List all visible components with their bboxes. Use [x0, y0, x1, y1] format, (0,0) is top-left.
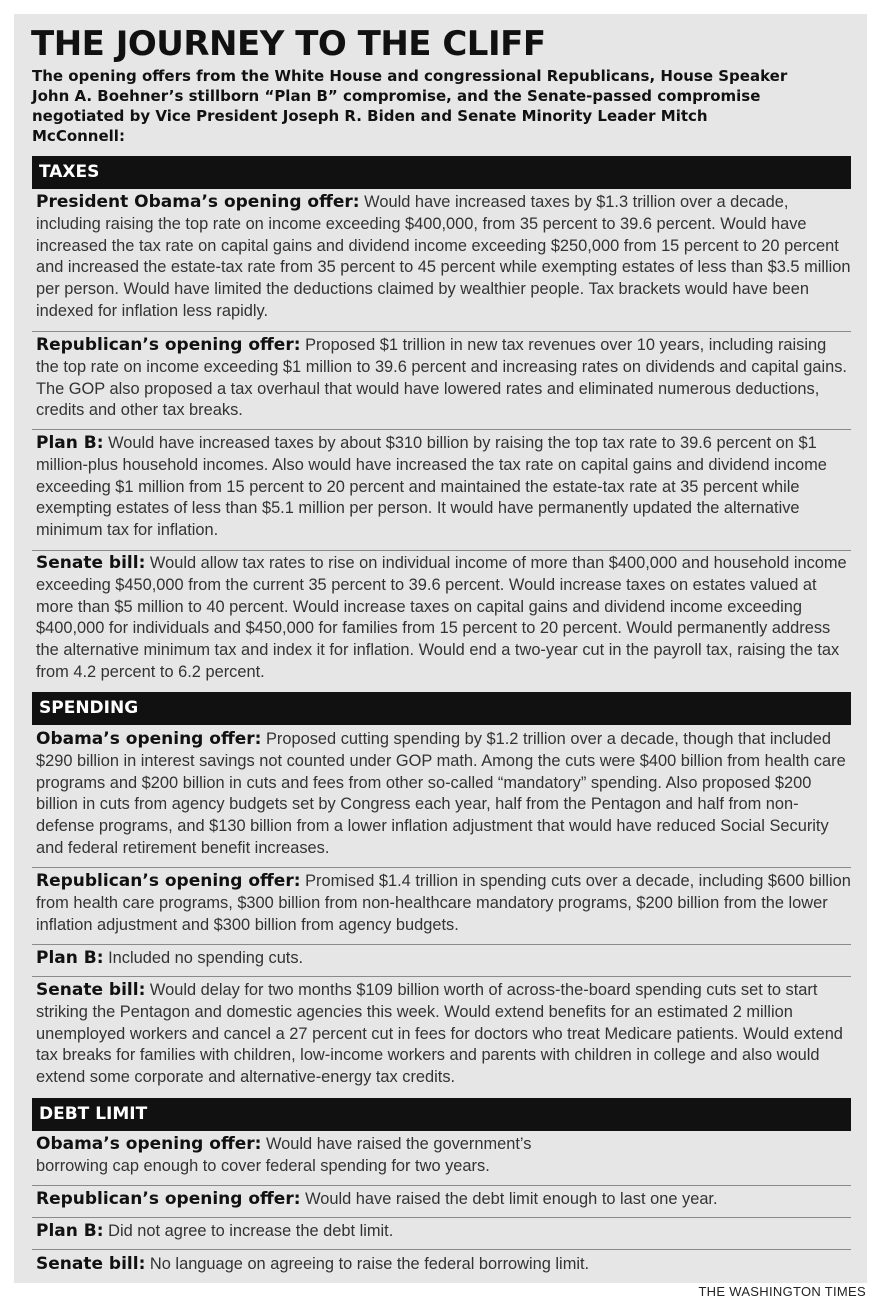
- entry-label: Republican’s opening offer:: [36, 335, 301, 355]
- entry-label: Senate bill:: [36, 1254, 146, 1274]
- entry-label: Republican’s opening offer:: [36, 1189, 301, 1209]
- page-title: THE JOURNEY TO THE CLIFF: [31, 24, 546, 64]
- divider: [32, 867, 851, 868]
- entry-text: Would allow tax rates to rise on individual income of more than $400,000 and household income exceeding $450,000 from the current 35 percent to 39.6 percent. Would increase taxes on estates valued at more than $5 million to 40 percent. Would increase taxes on capital gains and dividend income exceeding $400,000 for individuals and $450,000 for families from 15 percent to 20 percent. Would permanently address the alternative minimum tax and index it for inflation. Would end a two-year cut in the payroll tax, raising the tax from 4.2 percent to 6.2 percent.: [36, 554, 847, 681]
- entry-text: Promised $1.4 trillion in spending cuts over a decade, including $600 billion from health care programs, $300 billion from non-healthcare mandatory programs, $200 billion from the lower inflation adjustment and $300 billion from agency budgets.: [36, 872, 851, 934]
- section-header-spending: SPENDING: [32, 692, 851, 725]
- entry-text: Would have raised the government’s borrowing cap enough to cover federal spending for two years.: [36, 1135, 532, 1175]
- divider: [32, 550, 851, 551]
- divider: [32, 1185, 851, 1186]
- section-header-taxes: TAXES: [32, 156, 851, 189]
- entry-label: Plan B:: [36, 1221, 104, 1241]
- divider: [32, 429, 851, 430]
- entry-text: Proposed cutting spending by $1.2 trillion over a decade, though that included $290 billion in interest savings not counted under GOP math. Among the cuts were $400 billion from health care programs and $200 billion in cuts and fees from other so-called “mandatory” spending. Also proposed $200 billion in cuts from agency budgets set by Congress each year, half from the Pentagon and half from non-defense programs, and $130 billion from a lower inflation adjustment that would have reduced Social Security and federal retirement benefit increases.: [36, 730, 846, 857]
- entry-label: Plan B:: [36, 433, 104, 453]
- spending-republican-entry: [36, 871, 852, 936]
- entry-label: Senate bill:: [36, 553, 146, 573]
- graphic-panel: [14, 14, 867, 1283]
- entry-text: Would have increased taxes by $1.3 trillion over a decade, including raising the top rate on income exceeding $400,000, from 35 percent to 39.6 percent. Would have increased the tax rate on capital gains and dividend income exceeding $250,000 from 15 percent to 20 percent and increased the estate-tax rate from 35 percent to 45 percent while exempting estates of less than $3.5 million per person. Would have limited the deductions claimed by wealthier people. Tax brackets would have been indexed for inflation less rapidly.: [36, 193, 851, 320]
- taxes-obama-entry: [36, 192, 852, 323]
- subtitle: The opening offers from the White House and congressional Republicans, House Speaker John A. Boehner’s stillborn “Plan B” compromise, and the Senate-passed compromise negotiated by Vice President Joseph R. Biden and Senate Minority Leader Mitch McConnell:: [32, 67, 788, 145]
- entry-text: Included no spending cuts.: [103, 949, 304, 967]
- divider: [32, 944, 851, 945]
- entry-label: President Obama’s opening offer:: [36, 192, 360, 212]
- divider: [32, 1249, 851, 1250]
- spending-planb-entry: [36, 948, 852, 970]
- divider: [32, 331, 851, 332]
- entry-text: Did not agree to increase the debt limit.: [103, 1222, 394, 1240]
- source-credit: THE WASHINGTON TIMES: [698, 1284, 866, 1299]
- divider: [32, 976, 851, 977]
- entry-label: Plan B:: [36, 948, 104, 968]
- debt-senate-entry: [36, 1254, 852, 1276]
- debt-republican-entry: [36, 1189, 852, 1211]
- entry-text: Would have increased taxes by about $310 billion by raising the top tax rate to 39.6 percent on $1 million-plus household incomes. Also would have increased the tax rate on capital gains and dividend income exceeding $1 million from 15 percent to 20 percent and maintained the estate-tax rate at 35 percent while exempting estates of less than $5.1 million per person. It would have permanently updated the alternative minimum tax for inflation.: [36, 434, 827, 540]
- entry-text: Proposed $1 trillion in new tax revenues over 10 years, including raising the top rate on income exceeding $1 million to 39.6 percent and increasing rates on dividends and capital gains. The GOP also proposed a tax overhaul that would have lowered rates and eliminated numerous deductions, credits and other tax breaks.: [36, 336, 847, 420]
- taxes-republican-entry: [36, 335, 852, 422]
- entry-label: Republican’s opening offer:: [36, 871, 301, 891]
- entry-label: Senate bill:: [36, 980, 146, 1000]
- debt-planb-entry: [36, 1221, 852, 1243]
- taxes-planb-entry: [36, 433, 852, 542]
- entry-label: Obama’s opening offer:: [36, 729, 262, 749]
- divider: [32, 1217, 851, 1218]
- spending-obama-entry: [36, 729, 852, 860]
- entry-label: Obama’s opening offer:: [36, 1134, 262, 1154]
- taxes-senate-entry: [36, 553, 852, 684]
- debt-obama-entry: [36, 1134, 556, 1178]
- entry-text: Would have raised the debt limit enough to last one year.: [300, 1190, 718, 1208]
- section-header-debt-limit: DEBT LIMIT: [32, 1098, 851, 1131]
- entry-text: Would delay for two months $109 billion worth of across-the-board spending cuts set to start striking the Pentagon and domestic agencies this week. Would extend benefits for an estimated 2 million unemployed workers and cancel a 27 percent cut in fees for doctors who treat Medicare patients. Would extend tax breaks for families with children, low-income workers and parents with children in college and also would extend some corporate and alternative-energy tax credits.: [36, 981, 843, 1087]
- spending-senate-entry: [36, 980, 852, 1089]
- entry-text: No language on agreeing to raise the federal borrowing limit.: [145, 1255, 590, 1273]
